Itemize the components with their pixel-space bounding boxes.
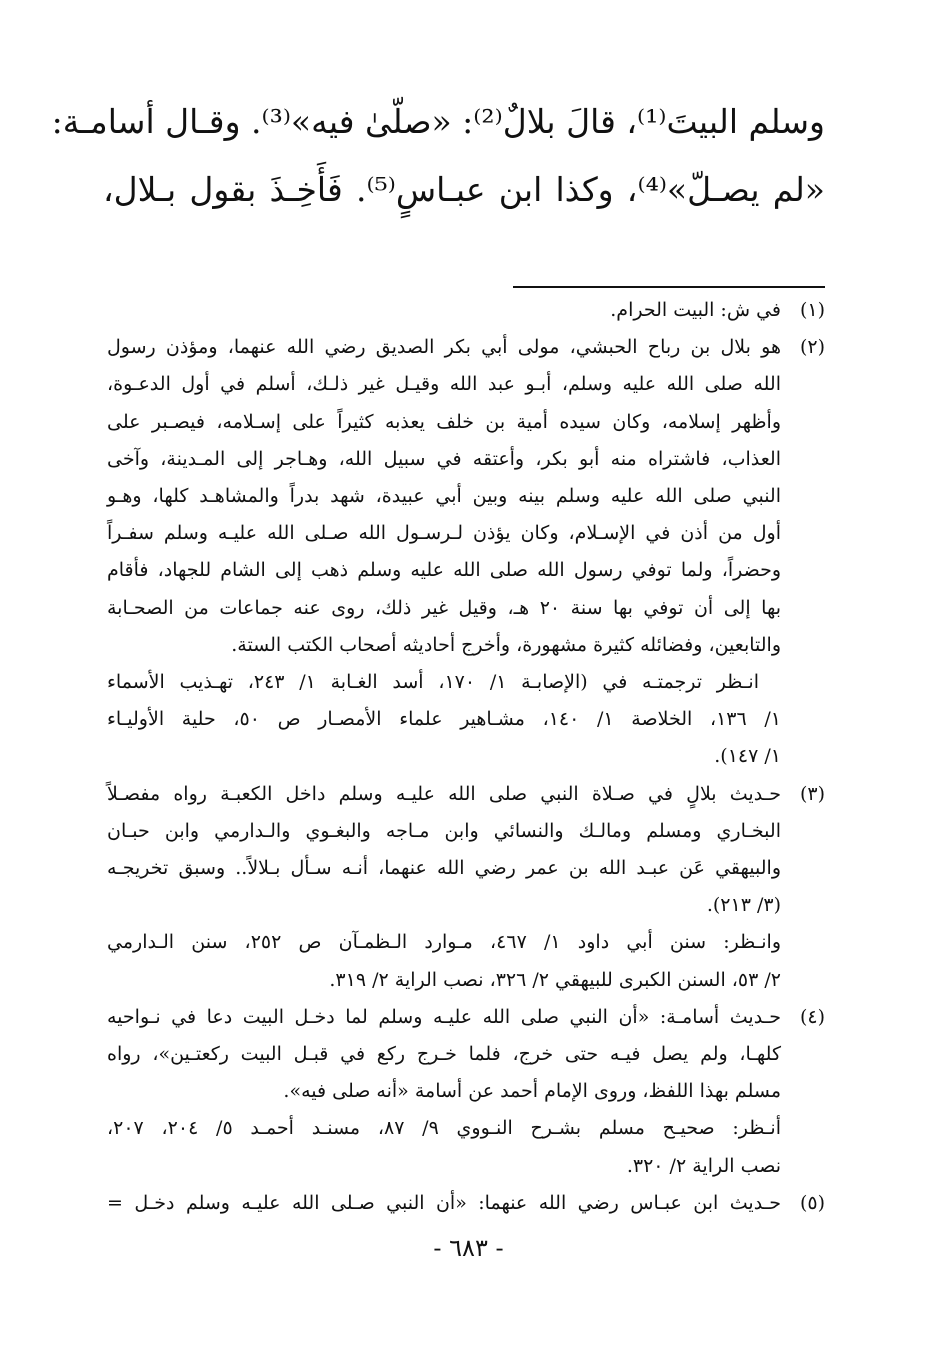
- footnote-line: الله صلى الله عليه وسلم، أبـو عبد الله وقيـل غير ذلـك، أسلم في أول الدعـوة،: [107, 373, 781, 396]
- footnote-line: والبيهقي عَن عبـد الله بن عمر رضي الله عنهما، أنـه سـأل بـلالاً.. وسبق تخريجـه: [107, 857, 781, 880]
- footnote-2: [107, 329, 825, 775]
- footnote-line: بها إلى أن توفي بها سنة ٢٠ هـ، وقيل غير ذلك، روى عنه جماعات من الصحـابة: [107, 596, 781, 619]
- main-text: [51, 88, 825, 224]
- footnote-line: البخـاري ومسلم ومالـك والنسائي وابن مـاجه والبغـوي والـدارمي وابن حبـان: [107, 819, 781, 842]
- footnote-4: [107, 999, 825, 1185]
- footnote-separator: [513, 286, 825, 288]
- footnote-reference-line: انـظر ترجمتـه في (الإصابـة ١/ ١٧٠، أسد الغـابة ١/ ٢٤٣، تهـذيب الأسماء: [107, 671, 759, 694]
- footnote-line: في ش: البيت الحرام.: [610, 299, 781, 321]
- footnote-reference-line: ٢/ ٥٣، السنن الكبرى للبيهقي ٢/ ٣٢٦، نصب الراية ٢/ ٣١٩.: [329, 968, 781, 991]
- footnote-reference-line: أنـظر: صحيـح مسلم بشـرح النـووي ٩/ ٨٧، مسنـد أحمـد ٥/ ٢٠٤، ٢٠٧،: [107, 1117, 781, 1140]
- main-text-line: «لم يصـلّ»⁽⁴⁾، وكذا ابن عبـاسٍ⁽⁵⁾. فَأَخِـذَ بقول بـلال،: [103, 170, 825, 209]
- footnote-line: هو بلال بن رباح الحبشي، مولى أبي بكر الصديق رضي الله عنهما، ومؤذن رسول: [107, 336, 781, 359]
- footnotes: [107, 292, 825, 1222]
- main-text-line: وسلم البيتَ⁽¹⁾، قالَ بلالٌ⁽²⁾: «صلّىٰ فيه»⁽³⁾. وقـال أسامـة:: [51, 102, 825, 141]
- footnote-number: (٤): [799, 1005, 825, 1028]
- footnote-reference-line: ١/ ١٤٧).: [714, 745, 781, 768]
- footnote-line: كلهـا، ولم يصل فيـه حتى خرج، فلما خـرج ركع في قبـل البيت ركعتـين»، رواه: [107, 1043, 781, 1066]
- footnote-line: النبي صلى الله عليه وسلم بينه وبين أبي عبيدة، شهد بدراً والمشاهـد كلها، وهـو: [107, 485, 781, 508]
- footnote-line: العذاب، فاشتراه منه أبو بكر، وأعتقه في سبيل الله، وهـاجر إلى المـدينة، وآخى: [107, 447, 781, 470]
- footnote-reference-line: نصب الراية ٢/ ٣٢٠.: [626, 1154, 781, 1177]
- footnote-number: (٣): [799, 782, 825, 805]
- footnote-line: أول من أذن في الإسـلام، وكان يؤذن لـرسـول الله صـلى الله عليـه وسلم سفـراً: [107, 522, 781, 545]
- footnote-number: (٢): [799, 336, 825, 359]
- footnote-line: حـديث ابن عبـاس رضي الله عنهما: «أن النبي صـلى الله عليـه وسلم دخـل =: [107, 1191, 781, 1214]
- footnote-line: مسلم بهذا اللفظ، وروى الإمام أحمد عن أسامة «أنه صلى فيه».: [283, 1080, 781, 1103]
- footnote-reference-line: وانـظر: سنن أبي داود ١/ ٤٦٧، مـوارد الـظمـآن ص ٢٥٢، سنن الـدارمي: [107, 931, 782, 954]
- footnote-reference-line: ١/ ١٣٦، الخلاصة ١/ ١٤٠، مشـاهير علماء الأمصـار ص ٥٠، حلية الأوليـاء: [107, 708, 781, 731]
- footnote-5: [107, 1185, 825, 1222]
- footnote-line: (٣/ ٢١٣).: [706, 894, 781, 917]
- footnote-line: والتابعين، وفضائله كثيرة مشهورة، وأخرج أحاديثه أصحاب الكتب الستة.: [231, 633, 781, 656]
- footnote-number: (٥): [799, 1191, 825, 1214]
- footnote-line: حـديث بلالٍ في صـلاة النبي صلى الله عليـه وسلم داخل الكعبـة رواه مفصـلاً: [107, 782, 781, 805]
- footnote-line: وحضراً، ولما توفي رسول الله صلى الله عليه وسلم ذهب إلى الشام للجهاد، فأقام: [107, 559, 781, 582]
- footnote-3: [107, 776, 825, 999]
- footnote-line: حـديث أسامـة: «أن النبي صلى الله عليـه وسلم لما دخـل البيت دعا في نـواحيه: [107, 1005, 781, 1028]
- footnote-1: [107, 292, 825, 329]
- footnote-number: (١): [799, 299, 825, 321]
- page-number: - ٦٨٣ -: [433, 1234, 504, 1262]
- footnote-line: وأظهر إسلامه، وكان سيده أمية بن خلف يعذبه كثيراً على إسـلامه، فيصـبر على: [107, 410, 781, 433]
